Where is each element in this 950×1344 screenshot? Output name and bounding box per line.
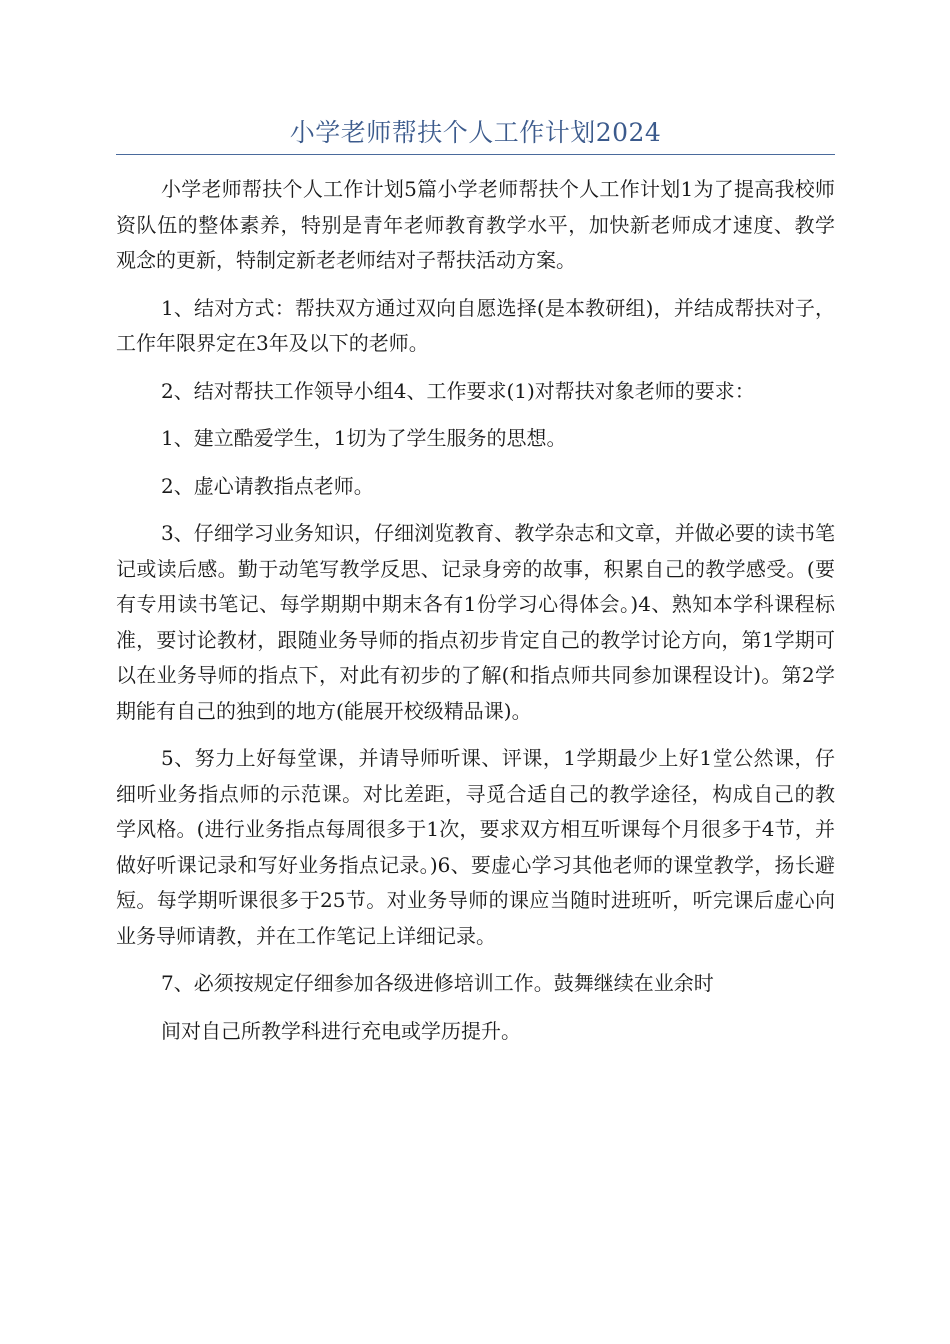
paragraph-teach-well: 5、努力上好每堂课，并请导师听课、评课，1学期最少上好1堂公然课，仔细听业务指点师的示范课。对比差距，寻觅合适自己的教学途径，构成自己的教学风格。(进行业务指点每周很多于1次，要求双方相互听课每个月很多于4节，并做好听课记录和写好业务指点记录。)6、要虚心学习其他老师的课堂教学，扬长避短。每学期听课很多于25节。对业务导师的课应当随时进班听，听完课后虚心向业务导师请教，并在工作笔记上详细记录。 [116,746,835,948]
title-underline [116,154,835,155]
paragraph-love-students: 1、建立酷爱学生，1切为了学生服务的思想。 [161,426,567,450]
paragraph-pairing-method: 1、结对方式：帮扶双方通过双向自愿选择(是本教研组)，并结成帮扶对子，工作年限界定在3年及以下的老师。 [116,295,835,355]
paragraph-study-knowledge: 3、仔细学习业务知识，仔细浏览教育、教学杂志和文章，并做必要的读书笔记或读后感。勤于动笔写教学反思、记录身旁的故事，积累自己的教学感受。(要有专用读书笔记、每学期期中期末各有1份学习心得体会。)4、熟知本学科课程标准，要讨论教材，跟随业务导师的指点初步肯定自己的教学讨论方向，第1学期可以在业务导师的指点下，对此有初步的了解(和指点师共同参加课程设计)。第2学期能有自己的独到的地方(能展开校级精品课)。 [116,521,835,723]
document-title: 小学老师帮扶个人工作计划2024 [289,118,662,147]
paragraph-training: 7、必须按规定仔细参加各级进修培训工作。鼓舞继续在业余时 [161,971,714,995]
paragraph-training-continued: 间对自己所教学科进行充电或学历提升。 [161,1018,521,1043]
paragraph-ask-mentor: 2、虚心请教指点老师。 [161,473,374,498]
paragraph-intro: 小学老师帮扶个人工作计划5篇小学老师帮扶个人工作计划1为了提高我校师资队伍的整体素养，特别是青年老师教育教学水平，加快新老师成才速度、教学观念的更新，特制定新老老师结对子帮扶活动方案。 [116,177,835,272]
document-body [116,172,835,1061]
paragraph-leadership-group: 2、结对帮扶工作领导小组4、工作要求(1)对帮扶对象老师的要求： [161,378,755,403]
